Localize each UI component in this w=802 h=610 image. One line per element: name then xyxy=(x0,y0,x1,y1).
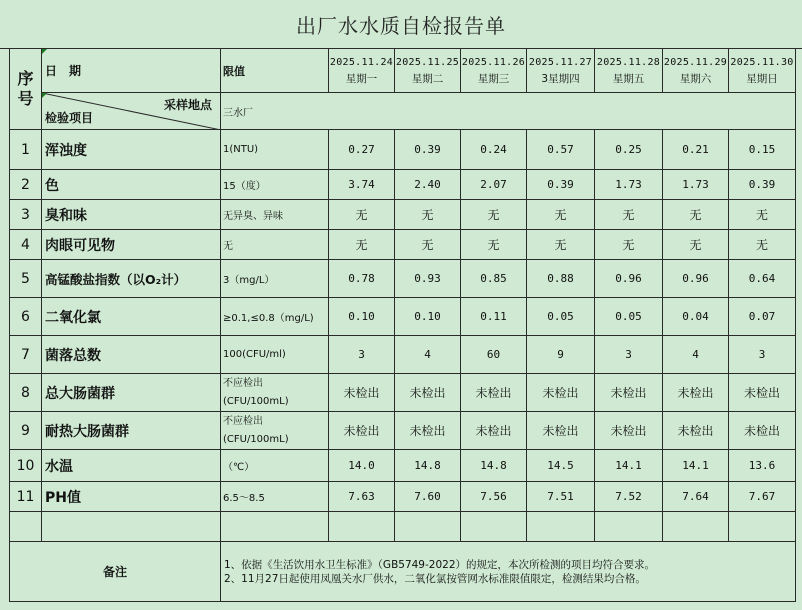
row-value[interactable]: 无 xyxy=(729,230,796,260)
row-value[interactable]: 无 xyxy=(395,230,461,260)
remarks-row xyxy=(10,542,796,602)
row-limit[interactable] xyxy=(221,412,329,450)
row-value[interactable]: 0.96 xyxy=(595,260,663,298)
comment-marker xyxy=(42,93,47,98)
row-item[interactable]: 水温 xyxy=(42,450,221,482)
row-value[interactable]: 3 xyxy=(329,336,395,374)
row-value[interactable]: 未检出 xyxy=(595,374,663,412)
row-value[interactable]: 3 xyxy=(729,336,796,374)
date-value: 2025.11.30 xyxy=(730,56,794,68)
row-value[interactable]: 无 xyxy=(663,200,729,230)
row-item[interactable]: 色 xyxy=(42,170,221,200)
row-value[interactable]: 0.64 xyxy=(729,260,796,298)
limit-line: 不应检出 xyxy=(223,377,263,389)
limit-line: 不应检出 xyxy=(223,415,263,427)
row-value[interactable]: 0.15 xyxy=(729,130,796,170)
table-row xyxy=(10,412,796,450)
row-value[interactable]: 0.05 xyxy=(595,298,663,336)
row-seq[interactable]: 6 xyxy=(10,298,42,336)
empty-cell[interactable] xyxy=(10,512,42,542)
row-value[interactable]: 0.88 xyxy=(527,260,595,298)
row-seq[interactable]: 8 xyxy=(10,374,42,412)
row-value[interactable]: 0.85 xyxy=(461,260,527,298)
row-item[interactable]: 二氧化氯 xyxy=(42,298,221,336)
row-value[interactable]: 1.73 xyxy=(595,170,663,200)
seq-header-label: 序号 xyxy=(17,69,34,108)
row-value[interactable]: 0.07 xyxy=(729,298,796,336)
row-value[interactable]: 14.1 xyxy=(663,450,729,482)
table-row xyxy=(10,482,796,512)
row-value[interactable]: 未检出 xyxy=(663,412,729,450)
table-row xyxy=(10,130,796,170)
table-row xyxy=(10,230,796,260)
row-value[interactable]: 0.93 xyxy=(395,260,461,298)
row-value[interactable]: 3.74 xyxy=(329,170,395,200)
date-col-5[interactable] xyxy=(595,49,663,93)
row-seq[interactable]: 10 xyxy=(10,450,42,482)
row-value[interactable]: 无 xyxy=(329,200,395,230)
row-seq[interactable]: 7 xyxy=(10,336,42,374)
row-limit[interactable]: ≥0.1,≤0.8（mg/L) xyxy=(221,298,329,336)
row-value[interactable]: 7.63 xyxy=(329,482,395,512)
empty-cell[interactable] xyxy=(663,512,729,542)
table-row xyxy=(10,260,796,298)
date-col-6[interactable] xyxy=(663,49,729,93)
date-col-2[interactable] xyxy=(395,49,461,93)
row-seq[interactable]: 3 xyxy=(10,200,42,230)
date-header[interactable] xyxy=(42,49,221,93)
date-col-3[interactable] xyxy=(461,49,527,93)
row-item[interactable]: 总大肠菌群 xyxy=(42,374,221,412)
row-value[interactable]: 3 xyxy=(595,336,663,374)
row-value[interactable]: 0.78 xyxy=(329,260,395,298)
date-col-7[interactable] xyxy=(729,49,796,93)
row-value[interactable]: 60 xyxy=(461,336,527,374)
row-value[interactable]: 无 xyxy=(595,230,663,260)
row-value[interactable]: 0.10 xyxy=(329,298,395,336)
date-col-1[interactable] xyxy=(329,49,395,93)
row-seq[interactable]: 11 xyxy=(10,482,42,512)
row-value[interactable]: 0.04 xyxy=(663,298,729,336)
row-item[interactable]: 高锰酸盐指数（以O₂计） xyxy=(42,260,221,298)
weekday-value: 星期一 xyxy=(345,72,378,85)
date-header-label: 日 期 xyxy=(45,64,82,78)
remark-line-1: 1、依据《生活饮用水卫生标准》（GB5749-2022）的规定，本次所检测的项目均符合要求。 xyxy=(224,558,656,571)
row-value[interactable]: 4 xyxy=(395,336,461,374)
row-value[interactable]: 7.60 xyxy=(395,482,461,512)
row-value[interactable]: 0.10 xyxy=(395,298,461,336)
row-limit[interactable]: 1(NTU) xyxy=(221,130,329,170)
row-value[interactable]: 未检出 xyxy=(729,374,796,412)
remark-line-2: 2、11月27日起使用凤凰关水厂供水，二氧化氯按管网水标准限值限定，检测结果均合格。 xyxy=(224,572,646,585)
weekday-value: 3星期四 xyxy=(541,72,580,85)
weekday-value: 星期六 xyxy=(679,72,712,85)
row-value[interactable]: 0.39 xyxy=(395,130,461,170)
empty-cell[interactable] xyxy=(221,512,329,542)
row-seq[interactable]: 2 xyxy=(10,170,42,200)
sample-site-label: 采样地点 xyxy=(163,98,212,112)
row-value[interactable]: 未检出 xyxy=(729,412,796,450)
date-value: 2025.11.28 xyxy=(596,56,661,68)
row-value[interactable]: 0.57 xyxy=(527,130,595,170)
row-item[interactable]: 耐热大肠菌群 xyxy=(42,412,221,450)
empty-cell[interactable] xyxy=(329,512,395,542)
site-row xyxy=(10,93,796,130)
row-value[interactable]: 无 xyxy=(329,230,395,260)
row-limit[interactable]: （℃） xyxy=(221,450,329,482)
row-value[interactable]: 7.56 xyxy=(461,482,527,512)
row-value[interactable]: 未检出 xyxy=(395,412,461,450)
weekday-value: 星期五 xyxy=(612,72,645,85)
row-item[interactable]: 臭和味 xyxy=(42,200,221,230)
row-value[interactable]: 无 xyxy=(663,230,729,260)
row-seq[interactable]: 5 xyxy=(10,260,42,298)
row-value[interactable]: 未检出 xyxy=(329,412,395,450)
row-seq[interactable]: 4 xyxy=(10,230,42,260)
row-value[interactable]: 2.40 xyxy=(395,170,461,200)
row-seq[interactable]: 9 xyxy=(10,412,42,450)
row-value[interactable]: 未检出 xyxy=(527,374,595,412)
row-value[interactable]: 14.5 xyxy=(527,450,595,482)
row-value[interactable]: 无 xyxy=(527,200,595,230)
date-value: 2025.11.24 xyxy=(329,56,394,68)
table-row xyxy=(10,374,796,412)
empty-cell[interactable] xyxy=(595,512,663,542)
row-value[interactable]: 未检出 xyxy=(461,412,527,450)
row-value[interactable]: 13.6 xyxy=(729,450,796,482)
row-value[interactable]: 7.64 xyxy=(663,482,729,512)
table-row xyxy=(10,336,796,374)
row-seq[interactable]: 1 xyxy=(10,130,42,170)
row-value[interactable]: 7.52 xyxy=(595,482,663,512)
remarks-text[interactable] xyxy=(221,542,796,602)
date-value: 2025.11.27 xyxy=(528,56,593,68)
empty-cell[interactable] xyxy=(729,512,796,542)
row-value[interactable]: 未检出 xyxy=(663,374,729,412)
row-value[interactable]: 无 xyxy=(729,200,796,230)
site-name[interactable]: 三水厂 xyxy=(221,93,796,130)
comment-marker xyxy=(42,49,47,54)
row-value[interactable]: 7.51 xyxy=(527,482,595,512)
date-value: 2025.11.25 xyxy=(395,56,460,68)
table-row xyxy=(10,170,796,200)
date-value: 2025.11.29 xyxy=(663,56,728,68)
row-limit[interactable]: 6.5～8.5 xyxy=(221,482,329,512)
row-value[interactable]: 0.21 xyxy=(663,130,729,170)
empty-cell[interactable] xyxy=(42,512,221,542)
row-value[interactable]: 未检出 xyxy=(329,374,395,412)
row-limit[interactable]: 无异臭、异味 xyxy=(221,200,329,230)
limit-line: (CFU/100mL) xyxy=(223,395,289,407)
row-value[interactable]: 无 xyxy=(461,200,527,230)
weekday-value: 星期日 xyxy=(746,72,778,85)
row-value[interactable]: 未检出 xyxy=(395,374,461,412)
row-value[interactable]: 未检出 xyxy=(595,412,663,450)
remarks-label[interactable]: 备注 xyxy=(10,542,221,602)
table-row xyxy=(10,450,796,482)
row-value[interactable]: 14.8 xyxy=(461,450,527,482)
report-title: 出厂水水质自检报告单 xyxy=(0,0,802,49)
row-value[interactable]: 未检出 xyxy=(527,412,595,450)
row-item[interactable]: PH值 xyxy=(42,482,221,512)
row-value[interactable]: 2.07 xyxy=(461,170,527,200)
row-value[interactable]: 无 xyxy=(527,230,595,260)
row-value[interactable]: 0.11 xyxy=(461,298,527,336)
row-limit[interactable]: 3（mg/L） xyxy=(221,260,329,298)
row-value[interactable]: 4 xyxy=(663,336,729,374)
row-value[interactable]: 14.8 xyxy=(395,450,461,482)
empty-cell[interactable] xyxy=(527,512,595,542)
empty-cell[interactable] xyxy=(395,512,461,542)
limit-header[interactable]: 限值 xyxy=(221,49,329,93)
row-limit[interactable]: 无 xyxy=(221,230,329,260)
weekday-value: 星期二 xyxy=(411,72,444,85)
row-value[interactable]: 0.27 xyxy=(329,130,395,170)
empty-cell[interactable] xyxy=(461,512,527,542)
row-value[interactable]: 1.73 xyxy=(663,170,729,200)
row-item[interactable]: 浑浊度 xyxy=(42,130,221,170)
date-col-4[interactable] xyxy=(527,49,595,93)
row-value[interactable]: 0.39 xyxy=(527,170,595,200)
row-value[interactable]: 9 xyxy=(527,336,595,374)
row-value[interactable]: 0.25 xyxy=(595,130,663,170)
header-row xyxy=(10,49,796,93)
row-limit[interactable]: 100(CFU/ml) xyxy=(221,336,329,374)
limit-line: (CFU/100mL) xyxy=(223,433,289,445)
diagonal-header-cell[interactable] xyxy=(42,93,221,130)
row-value[interactable]: 未检出 xyxy=(461,374,527,412)
row-value[interactable]: 无 xyxy=(595,200,663,230)
row-value[interactable]: 无 xyxy=(395,200,461,230)
row-value[interactable]: 0.39 xyxy=(729,170,796,200)
row-item[interactable]: 菌落总数 xyxy=(42,336,221,374)
seq-header[interactable] xyxy=(10,49,42,130)
table-row xyxy=(10,200,796,230)
row-value[interactable]: 14.1 xyxy=(595,450,663,482)
row-item[interactable]: 肉眼可见物 xyxy=(42,230,221,260)
row-value[interactable]: 0.96 xyxy=(663,260,729,298)
test-item-label: 检验项目 xyxy=(45,111,94,125)
row-value[interactable]: 0.05 xyxy=(527,298,595,336)
row-value[interactable]: 7.67 xyxy=(729,482,796,512)
water-quality-table xyxy=(9,48,796,602)
table-row xyxy=(10,298,796,336)
row-value[interactable]: 无 xyxy=(461,230,527,260)
row-limit[interactable] xyxy=(221,374,329,412)
weekday-value: 星期三 xyxy=(477,72,510,85)
row-value[interactable]: 0.24 xyxy=(461,130,527,170)
date-value: 2025.11.26 xyxy=(461,56,526,68)
empty-row xyxy=(10,512,796,542)
row-value[interactable]: 14.0 xyxy=(329,450,395,482)
row-limit[interactable]: 15（度） xyxy=(221,170,329,200)
